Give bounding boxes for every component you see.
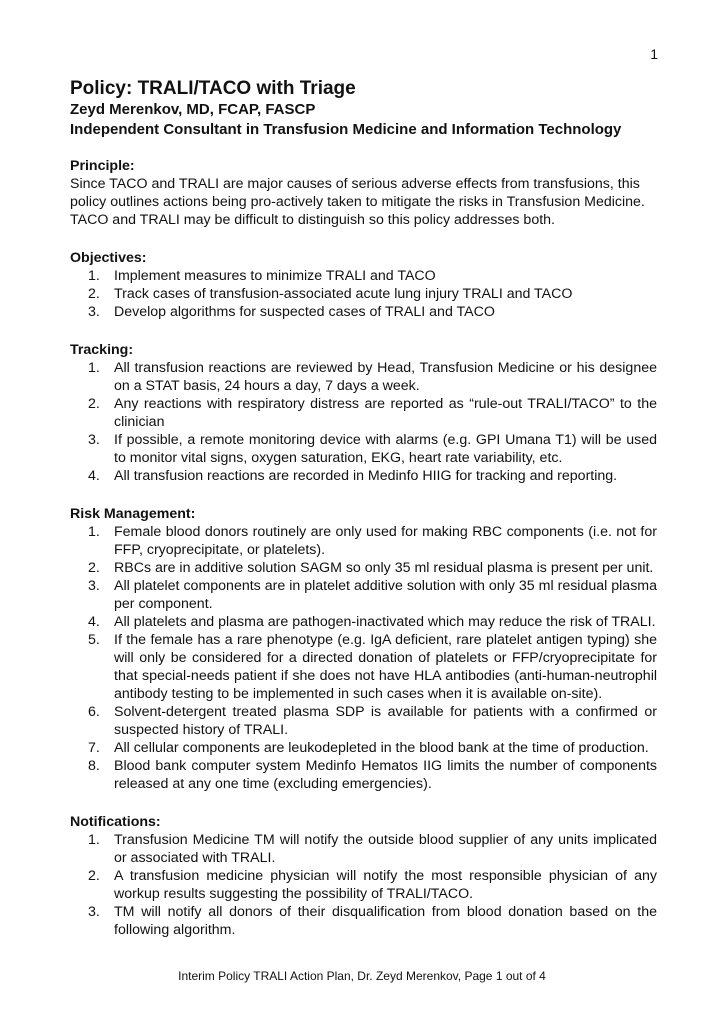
list-item [70, 613, 657, 631]
list-item-text: Transfusion Medicine TM will notify the outside blood supplier of any units implicated or associated with TRALI. [114, 832, 657, 866]
list-number: 3. [88, 578, 100, 594]
list-item [70, 523, 657, 559]
list-item-text: A transfusion medicine physician will notify the most responsible physician of any workup results suggesting the possibility of TRALI/TACO. [114, 868, 657, 902]
notifications-list [70, 831, 657, 939]
section-heading-objectives: Objectives: [70, 250, 147, 266]
list-item [70, 739, 657, 757]
section-heading-tracking: Tracking: [70, 342, 134, 358]
affiliation-line: Independent Consultant in Transfusion Medicine and Information Technology [70, 121, 622, 138]
list-item [70, 831, 657, 867]
list-number: 1. [88, 524, 100, 540]
section-heading-risk-management: Risk Management: [70, 506, 196, 522]
list-item-text: Female blood donors routinely are only used for making RBC components (i.e. not for FFP, cryoprecipitate, or platelets). [114, 524, 657, 558]
document-body [70, 78, 657, 939]
section-heading-notifications: Notifications: [70, 814, 161, 830]
list-number: 3. [88, 304, 100, 320]
list-number: 1. [88, 360, 100, 376]
list-item [70, 631, 657, 703]
list-item [70, 757, 657, 793]
list-number: 8. [88, 758, 100, 774]
list-item [70, 431, 657, 467]
list-item-text: Any reactions with respiratory distress are reported as “rule-out TRALI/TACO” to the clinician [114, 396, 657, 430]
list-item-text: All transfusion reactions are reviewed by Head, Transfusion Medicine or his designee on a STAT basis, 24 hours a day, 7 days a week. [114, 360, 657, 394]
list-number: 5. [88, 632, 100, 648]
list-item-text: Implement measures to minimize TRALI and TACO [114, 268, 436, 284]
risk-management-list [70, 523, 657, 793]
list-number: 4. [88, 614, 100, 630]
list-item-text: All transfusion reactions are recorded in Medinfo HIIG for tracking and reporting. [114, 468, 618, 484]
list-number: 3. [88, 904, 100, 920]
page-footer: Interim Policy TRALI Action Plan, Dr. Zeyd Merenkov, Page 1 out of 4 [178, 969, 546, 983]
list-number: 2. [88, 286, 100, 302]
list-item-text: If the female has a rare phenotype (e.g. IgA deficient, rare platelet antigen typing) she will only be considered for a directed donation of platelets or FFP/cryoprecipitate for that special-needs patient if she does not have HLA antibodies (anti-human-neutrophil antibody testing to be implemented in such cases when it is available on-site). [114, 632, 657, 702]
list-number: 7. [88, 740, 100, 756]
principle-section [70, 157, 657, 229]
list-number: 3. [88, 432, 100, 448]
section-heading-principle: Principle: [70, 158, 135, 174]
notifications-section [70, 813, 657, 939]
author-line: Zeyd Merenkov, MD, FCAP, FASCP [70, 101, 316, 118]
list-item [70, 467, 657, 485]
list-item [70, 867, 657, 903]
document-header [70, 78, 657, 140]
list-number: 6. [88, 704, 100, 720]
objectives-list [70, 267, 657, 321]
tracking-section [70, 341, 657, 485]
tracking-list [70, 359, 657, 485]
list-number: 1. [88, 268, 100, 284]
list-item-text: All platelets and plasma are pathogen-inactivated which may reduce the risk of TRALI. [114, 614, 656, 630]
list-item-text: Track cases of transfusion-associated acute lung injury TRALI and TACO [114, 286, 573, 302]
list-number: 1. [88, 832, 100, 848]
list-number: 2. [88, 396, 100, 412]
list-item [70, 577, 657, 613]
list-item-text: TM will notify all donors of their disqualification from blood donation based on the following algorithm. [114, 904, 657, 938]
list-item-text: All cellular components are leukodepleted in the blood bank at the time of production. [114, 740, 649, 756]
list-item-text: If possible, a remote monitoring device with alarms (e.g. GPI Umana T1) will be used to monitor vital signs, oxygen saturation, EKG, heart rate variability, etc. [114, 432, 657, 466]
principle-text: Since TACO and TRALI are major causes of serious adverse effects from transfusions, this policy outlines actions being pro-actively taken to mitigate the risks in Transfusion Medicine. TACO and TRALI may be difficult to distinguish so this policy addresses both. [70, 176, 645, 228]
list-number: 2. [88, 560, 100, 576]
document-title: Policy: TRALI/TACO with Triage [70, 78, 356, 99]
objectives-section [70, 249, 657, 321]
list-item [70, 703, 657, 739]
list-number: 2. [88, 868, 100, 884]
list-item [70, 285, 657, 303]
list-item [70, 359, 657, 395]
risk-management-section [70, 505, 657, 793]
list-item-text: Solvent-detergent treated plasma SDP is available for patients with a confirmed or suspected history of TRALI. [114, 704, 657, 738]
list-item [70, 903, 657, 939]
list-item [70, 303, 657, 321]
list-item [70, 559, 657, 577]
list-item-text: Develop algorithms for suspected cases of TRALI and TACO [114, 304, 495, 320]
list-item-text: All platelet components are in platelet additive solution with only 35 ml residual plasma per component. [114, 578, 657, 612]
list-item [70, 267, 657, 285]
list-item [70, 395, 657, 431]
list-item-text: RBCs are in additive solution SAGM so only 35 ml residual plasma is present per unit. [114, 560, 654, 576]
page-number: 1 [650, 46, 658, 62]
list-item-text: Blood bank computer system Medinfo Hematos IIG limits the number of components released at any one time (excluding emergencies). [114, 758, 657, 792]
list-number: 4. [88, 468, 100, 484]
